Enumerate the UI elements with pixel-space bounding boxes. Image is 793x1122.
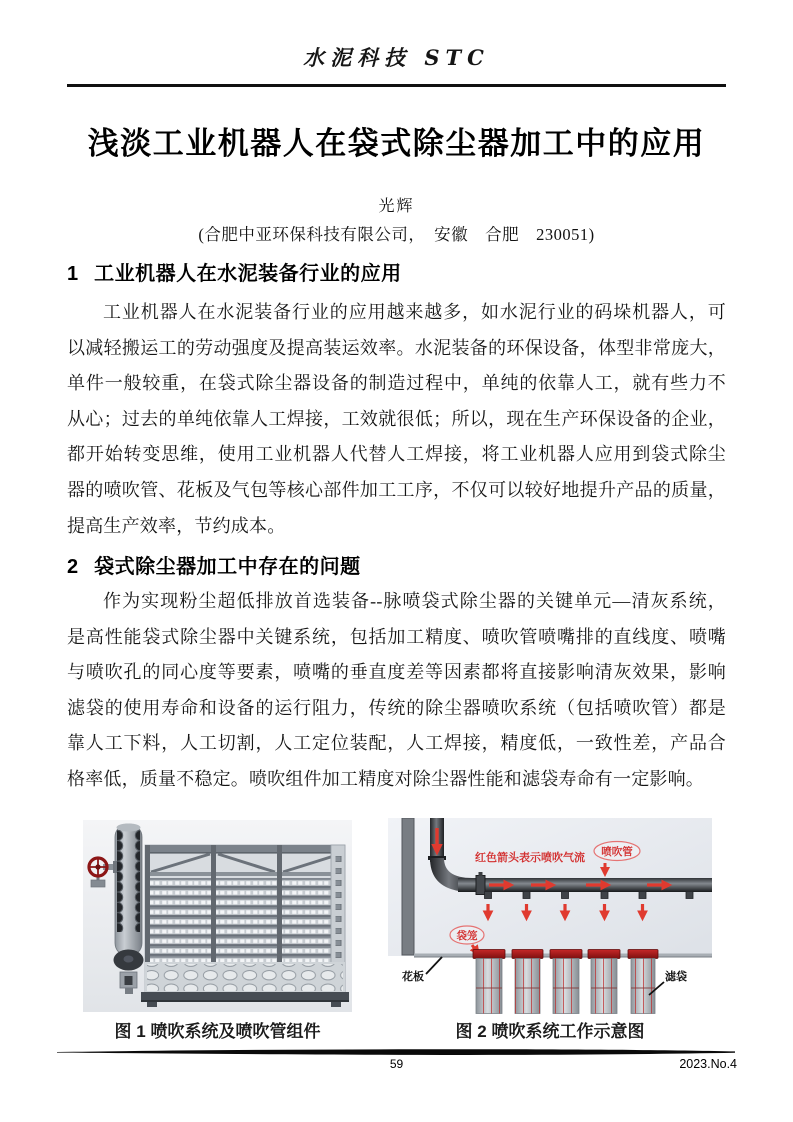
section-2-number: 2 xyxy=(67,556,79,578)
paragraph-line: 提高生产效率，节约成本。 xyxy=(67,515,286,536)
blowing-system-cad-drawing xyxy=(83,820,352,1012)
pipe-coupling xyxy=(476,876,485,895)
journal-header: 水泥科技 STC xyxy=(303,45,490,70)
figure-1-caption: 图 1 喷吹系统及喷吹管组件 xyxy=(114,1022,321,1041)
figure-2-caption: 图 2 喷吹系统工作示意图 xyxy=(455,1022,645,1041)
paragraph-line: 都开始转变思维，使用工业机器人代替人工焊接，将工业机器人应用到袋式除尘 xyxy=(67,444,726,465)
paragraph-line: 靠人工下料，人工切割，人工定位装配，人工焊接，精度低，一致性差，产品合 xyxy=(67,733,726,754)
paragraph-1 xyxy=(67,295,726,544)
section-1-title: 工业机器人在水泥装备行业的应用 xyxy=(94,263,402,285)
bag-cage-label: 袋笼 xyxy=(456,930,478,942)
blow-pipe-label: 喷吹管 xyxy=(601,846,633,858)
filter-bags xyxy=(473,950,658,1014)
paragraph-line: 滤袋的使用寿命和设备的运行阻力，传统的除尘器喷吹系统（包括喷吹管）都是 xyxy=(67,697,726,718)
paragraph-line: 与喷吹孔的同心度等要素，喷嘴的垂直度差等因素都将直接影响清灰效果，影响 xyxy=(67,662,726,683)
article-affiliation: (合肥中亚环保科技有限公司， 安徽 合肥 230051) xyxy=(198,225,595,244)
section-1-heading xyxy=(67,257,726,286)
paragraph-line: 从心；过去的单纯依靠人工焊接，工效就很低；所以，现在生产环保设备的企业， xyxy=(67,408,726,429)
issue-number: 2023.No.4 xyxy=(679,1057,737,1071)
filter-bag-label: 滤袋 xyxy=(665,971,687,983)
tube-sheet-pointer xyxy=(426,957,442,974)
header-rule xyxy=(67,84,726,87)
airflow-note-label: 红色箭头表示喷吹气流 xyxy=(475,852,585,864)
paragraph-line: 单件一般较重，在袋式除尘器设备的制造过程中，单纯的依靠人工，就有些力不 xyxy=(67,373,726,394)
section-2-heading xyxy=(67,550,726,579)
bag-pinstripes xyxy=(476,959,655,1014)
tube-sheet-label: 花板 xyxy=(402,971,424,983)
article-title: 浅淡工业机器人在袋式除尘器加工中的应用 xyxy=(87,126,706,161)
paragraph-line: 作为实现粉尘超低排放首选装备--脉喷袋式除尘器的关键单元—清灰系统， xyxy=(103,591,726,611)
article-author: 光辉 xyxy=(378,198,415,215)
bag-caps xyxy=(473,950,658,959)
paragraph-line: 工业机器人在水泥装备行业的应用越来越多，如水泥行业的码垛机器人，可 xyxy=(103,302,726,322)
paragraph-line: 以减轻搬运工的劳动强度及提高装运效率。水泥装备的环保设备，体型非常庞大， xyxy=(67,337,726,358)
pulse-jet-schematic-drawing xyxy=(388,818,712,1017)
paragraph-2 xyxy=(67,584,726,798)
paragraph-line: 器的喷吹管、花板及气包等核心部件加工工序，不仅可以较好地提升产品的质量， xyxy=(67,479,726,500)
blow-pipe-rows xyxy=(145,878,345,962)
section-2-title: 袋式除尘器加工中存在的问题 xyxy=(94,556,361,578)
figure-2-pulse-jet-schematic-image xyxy=(388,818,712,1017)
page-number: 59 xyxy=(389,1057,404,1071)
paragraph-line: 格率低，质量不稳定。喷吹组件加工精度对除尘器性能和滤袋寿命有一定影响。 xyxy=(67,768,704,789)
tank-nozzle-ports xyxy=(117,830,140,932)
section-1-number: 1 xyxy=(67,263,79,285)
footer-rule xyxy=(57,1048,735,1057)
frame-structure xyxy=(141,845,349,1007)
figure-1-blowing-system-image xyxy=(83,820,352,1012)
paragraph-line: 是高性能袋式除尘器中关键系统，包括加工精度、喷吹管喷嘴排的直线度、喷嘴 xyxy=(67,626,726,647)
casing-wall xyxy=(402,818,414,955)
base-beam xyxy=(141,992,349,1000)
